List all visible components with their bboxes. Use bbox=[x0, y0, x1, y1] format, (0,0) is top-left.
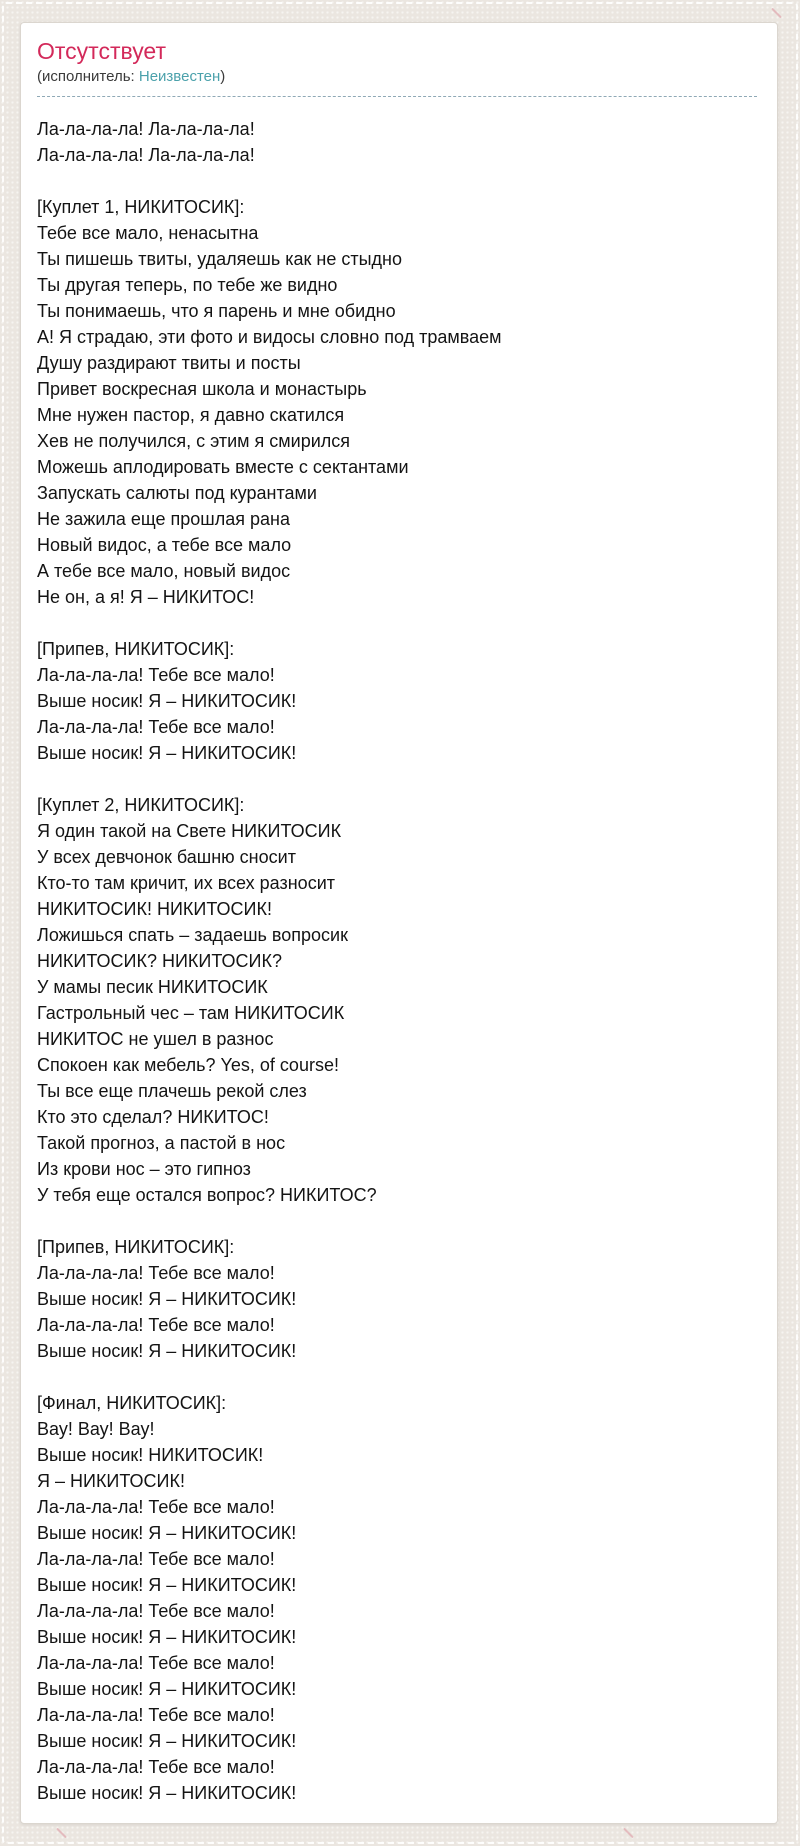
stanza bbox=[37, 116, 757, 168]
artist-link[interactable]: Неизвестен bbox=[138, 68, 221, 85]
lyric-line: [Припев, НИКИТОСИК]: bbox=[37, 639, 235, 659]
lyric-line: А! Я страдаю, эти фото и видосы словно под трамваем bbox=[37, 327, 502, 347]
lyric-line: Вау! Вау! Вау! bbox=[37, 1419, 155, 1439]
lyric-line: [Припев, НИКИТОСИК]: bbox=[37, 1237, 235, 1257]
lyric-line: Душу раздирают твиты и посты bbox=[37, 353, 301, 373]
lyric-line: Гастрольный чес – там НИКИТОСИК bbox=[37, 1003, 345, 1023]
lyric-line: Ла-ла-ла-ла! Тебе все мало! bbox=[37, 1263, 275, 1283]
lyric-line: Ла-ла-ла-ла! Тебе все мало! bbox=[37, 1705, 275, 1725]
lyric-line: Выше носик! Я – НИКИТОСИК! bbox=[37, 1679, 297, 1699]
pink-stitch-decoration bbox=[771, 8, 782, 19]
lyric-line: Ла-ла-ла-ла! Ла-ла-ла-ла! bbox=[37, 119, 255, 139]
lyric-line: Выше носик! НИКИТОСИК! bbox=[37, 1445, 264, 1465]
lyric-line: Выше носик! Я – НИКИТОСИК! bbox=[37, 743, 297, 763]
lyric-line: У мамы песик НИКИТОСИК bbox=[37, 977, 268, 997]
lyric-line: Хев не получился, с этим я смирился bbox=[37, 431, 351, 451]
artist-label-suffix: ) bbox=[220, 68, 226, 85]
lyric-line: Ла-ла-ла-ла! Тебе все мало! bbox=[37, 1757, 275, 1777]
lyric-line: Выше носик! Я – НИКИТОСИК! bbox=[37, 691, 297, 711]
lyric-line: Ты все еще плачешь рекой слез bbox=[37, 1081, 307, 1101]
stanza bbox=[37, 792, 757, 1208]
lyric-line: [Куплет 2, НИКИТОСИК]: bbox=[37, 795, 245, 815]
lyric-line: Не он, а я! Я – НИКИТОС! bbox=[37, 587, 255, 607]
lyric-line: [Финал, НИКИТОСИК]: bbox=[37, 1393, 227, 1413]
lyrics-card bbox=[20, 22, 778, 1824]
lyric-line: Привет воскресная школа и монастырь bbox=[37, 379, 367, 399]
lyric-line: Ла-ла-ла-ла! Тебе все мало! bbox=[37, 665, 275, 685]
lyric-line: Ла-ла-ла-ла! Ла-ла-ла-ла! bbox=[37, 145, 255, 165]
lyric-line: Можешь аплодировать вместе с сектантами bbox=[37, 457, 409, 477]
lyric-line: Ты другая теперь, по тебе же видно bbox=[37, 275, 338, 295]
lyric-line: А тебе все мало, новый видос bbox=[37, 561, 291, 581]
lyric-line: Новый видос, а тебе все мало bbox=[37, 535, 292, 555]
lyric-line: Ла-ла-ла-ла! Тебе все мало! bbox=[37, 1653, 275, 1673]
lyric-line: У всех девчонок башню сносит bbox=[37, 847, 296, 867]
lyric-line: Не зажила еще прошлая рана bbox=[37, 509, 290, 529]
lyric-line: Выше носик! Я – НИКИТОСИК! bbox=[37, 1523, 297, 1543]
lyric-line: Выше носик! Я – НИКИТОСИК! bbox=[37, 1341, 297, 1361]
lyric-line: Кто это сделал? НИКИТОС! bbox=[37, 1107, 269, 1127]
lyric-line: Ты пишешь твиты, удаляешь как не стыдно bbox=[37, 249, 403, 269]
lyric-line: Выше носик! Я – НИКИТОСИК! bbox=[37, 1627, 297, 1647]
lyric-line: Ла-ла-ла-ла! Тебе все мало! bbox=[37, 1497, 275, 1517]
lyric-line: Ла-ла-ла-ла! Тебе все мало! bbox=[37, 717, 275, 737]
lyric-line: Выше носик! Я – НИКИТОСИК! bbox=[37, 1783, 297, 1803]
pink-stitch-decoration bbox=[56, 1828, 67, 1839]
lyric-line: Тебе все мало, ненасытна bbox=[37, 223, 259, 243]
lyric-line: Запускать салюты под курантами bbox=[37, 483, 317, 503]
lyric-line: Ла-ла-ла-ла! Тебе все мало! bbox=[37, 1601, 275, 1621]
lyric-line: Ложишься спать – задаешь вопросик bbox=[37, 925, 348, 945]
lyric-line: Кто-то там кричит, их всех разносит bbox=[37, 873, 335, 893]
lyric-line: Выше носик! Я – НИКИТОСИК! bbox=[37, 1289, 297, 1309]
song-title: Отсутствует bbox=[37, 38, 166, 64]
lyric-line: НИКИТОС не ушел в разнос bbox=[37, 1029, 274, 1049]
song-subtitle bbox=[37, 67, 757, 97]
lyric-line: Ты понимаешь, что я парень и мне обидно bbox=[37, 301, 396, 321]
stanza bbox=[37, 1390, 757, 1806]
artist-label: (исполнитель: bbox=[37, 68, 139, 85]
lyric-line: [Куплет 1, НИКИТОСИК]: bbox=[37, 197, 245, 217]
pink-stitch-decoration bbox=[623, 1828, 634, 1839]
lyric-line: НИКИТОСИК! НИКИТОСИК! bbox=[37, 899, 272, 919]
lyric-line: Ла-ла-ла-ла! Тебе все мало! bbox=[37, 1315, 275, 1335]
lyric-line: Выше носик! Я – НИКИТОСИК! bbox=[37, 1575, 297, 1595]
lyric-line: У тебя еще остался вопрос? НИКИТОС? bbox=[37, 1185, 377, 1205]
lyric-line: Я – НИКИТОСИК! bbox=[37, 1471, 185, 1491]
lyric-line: Такой прогноз, а пастой в нос bbox=[37, 1133, 286, 1153]
stanza bbox=[37, 194, 757, 610]
lyric-line: Выше носик! Я – НИКИТОСИК! bbox=[37, 1731, 297, 1751]
lyric-line: Я один такой на Свете НИКИТОСИК bbox=[37, 821, 342, 841]
lyrics bbox=[37, 116, 757, 1806]
lyric-line: Мне нужен пастор, я давно скатился bbox=[37, 405, 345, 425]
stanza bbox=[37, 1234, 757, 1364]
lyric-line: Из крови нос – это гипноз bbox=[37, 1159, 251, 1179]
stanza bbox=[37, 636, 757, 766]
lyric-line: Спокоен как мебель? Yes, of course! bbox=[37, 1055, 339, 1075]
lyric-line: Ла-ла-ла-ла! Тебе все мало! bbox=[37, 1549, 275, 1569]
lyric-line: НИКИТОСИК? НИКИТОСИК? bbox=[37, 951, 282, 971]
